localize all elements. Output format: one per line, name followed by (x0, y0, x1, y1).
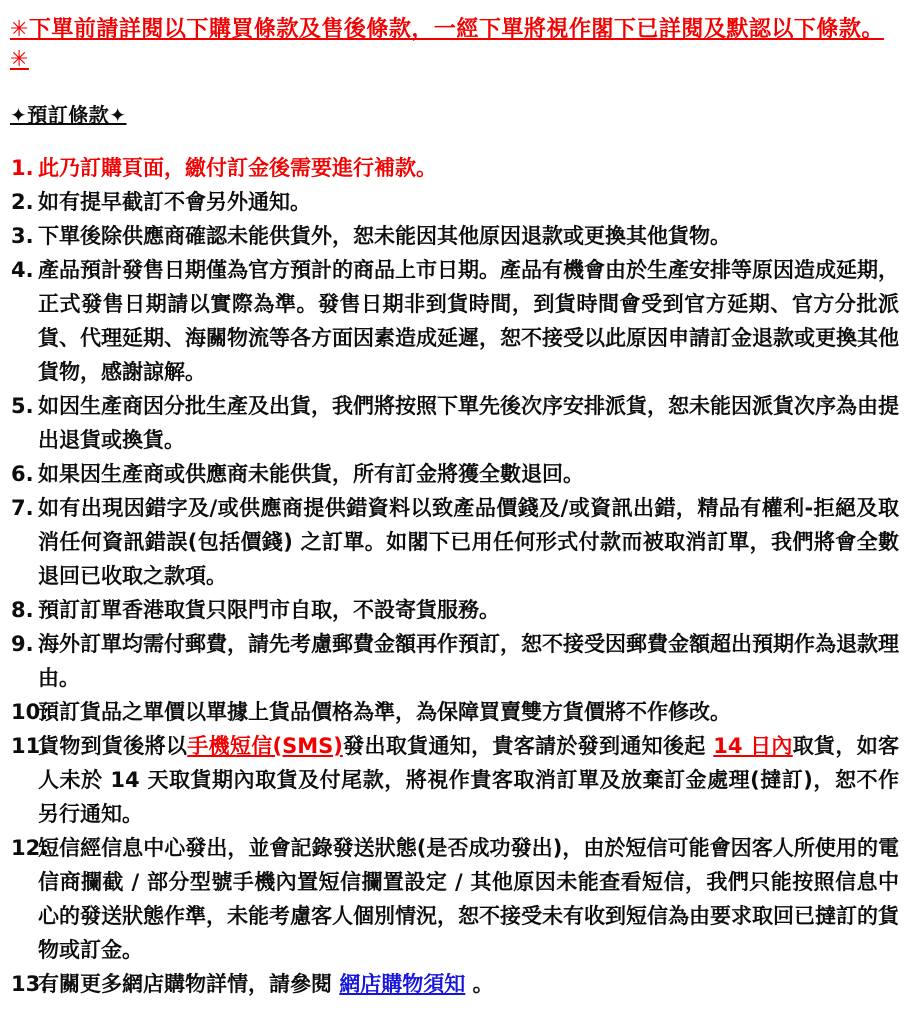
pre-order-warning-header: ✳下單前請詳閱以下購買條款及售後條款，一經下單將視作閣下已詳閱及默認以下條款。✳ (10, 17, 884, 72)
term-text: 如因生產商因分批生產及出貨，我們將按照下單先後次序安排派貨，恕未能因派貨次序為由提出退貨或換貨。 (38, 394, 899, 452)
term-text: 如果因生產商或供應商未能供貨，所有訂金將獲全數退回。 (38, 462, 584, 486)
term-number: 6. (11, 462, 34, 486)
term-text: 取貨，如客人未於 14 天取貨期內取貨及付尾款，將視作貴客取消訂單及放棄訂金處理(撻訂)，恕不作另行通知。 (38, 734, 900, 826)
term-number: 7. (11, 496, 34, 520)
section-title-preorder-terms: ✦預訂條款✦ (10, 103, 127, 127)
term-text: 短信經信息中心發出，並會記錄發送狀態(是否成功發出)，由於短信可能會因客人所使用的電信商攔截 / 部分型號手機內置短信攔置設定 / 其他原因未能查看短信，我們只能按照信息中心的發送狀態作準，未能考慮客人個別情況，恕不接受未有收到短信為由要求取回已撻訂的貨物或訂金。 (38, 836, 899, 962)
term-item-10 (8, 695, 899, 729)
term-number: 4. (11, 258, 34, 282)
term-item-1 (8, 151, 899, 185)
term-item-11 (8, 729, 899, 831)
terms-list (8, 151, 899, 1001)
term-number: 8. (11, 598, 34, 622)
term-item-4 (8, 253, 899, 389)
term-item-8 (8, 593, 899, 627)
term-text: 此乃訂購頁面，繳付訂金後需要進行補款。 (38, 156, 437, 180)
term-item-3 (8, 219, 899, 253)
term-item-9 (8, 627, 899, 695)
shop-notice-link[interactable]: 網店購物須知 (339, 972, 466, 996)
term-text: 14 日內 (713, 734, 793, 758)
term-number: 5. (11, 394, 34, 418)
term-text: 如有提早截訂不會另外通知。 (38, 190, 311, 214)
term-number: 2. (11, 190, 34, 214)
term-number: 1. (11, 156, 34, 180)
term-item-5 (8, 389, 899, 457)
term-item-12 (8, 831, 899, 967)
term-text: 貨物到貨後將以 (38, 734, 188, 758)
term-number: 13. (11, 972, 49, 996)
term-number: 3. (11, 224, 34, 248)
term-item-2 (8, 185, 899, 219)
term-number: 11. (11, 734, 49, 758)
term-text: 預訂訂單香港取貨只限門市自取，不設寄貨服務。 (38, 598, 500, 622)
term-text: 有關更多網店購物詳情，請參閱 (38, 972, 340, 996)
term-text: 如有出現因錯字及/或供應商提供錯資料以致產品價錢及/或資訊出錯，精品有權利-拒絕及取消任何資訊錯誤(包括價錢) 之訂單。如閣下已用任何形式付款而被取消訂單，我們將會全數退回已收取之款項。 (38, 496, 899, 588)
term-number: 9. (11, 632, 34, 656)
term-text: 手機短信(SMS) (187, 734, 343, 758)
term-text: 海外訂單均需付郵費，請先考慮郵費金額再作預訂，恕不接受因郵費金額超出預期作為退款理由。 (38, 632, 899, 690)
term-number: 12. (11, 836, 49, 860)
term-item-13 (8, 967, 899, 1001)
term-number: 10. (11, 700, 49, 724)
term-item-7 (8, 491, 899, 593)
term-text: 預訂貨品之單價以單據上貨品價格為準，為保障買賣雙方貨價將不作修改。 (38, 700, 731, 724)
term-text: 。 (465, 972, 494, 996)
term-text: 發出取貨通知，貴客請於發到通知後起 (342, 734, 714, 758)
term-text: 產品預計發售日期僅為官方預計的商品上市日期。產品有機會由於生產安排等原因造成延期，正式發售日期請以實際為準。發售日期非到貨時間，到貨時間會受到官方延期、官方分批派貨、代理延期、海關物流等各方面因素造成延遲，恕不接受以此原因申請訂金退款或更換其他貨物，感謝諒解。 (38, 258, 899, 384)
term-item-6 (8, 457, 899, 491)
term-text: 下單後除供應商確認未能供貨外，恕未能因其他原因退款或更換其他貨物。 (38, 224, 731, 248)
